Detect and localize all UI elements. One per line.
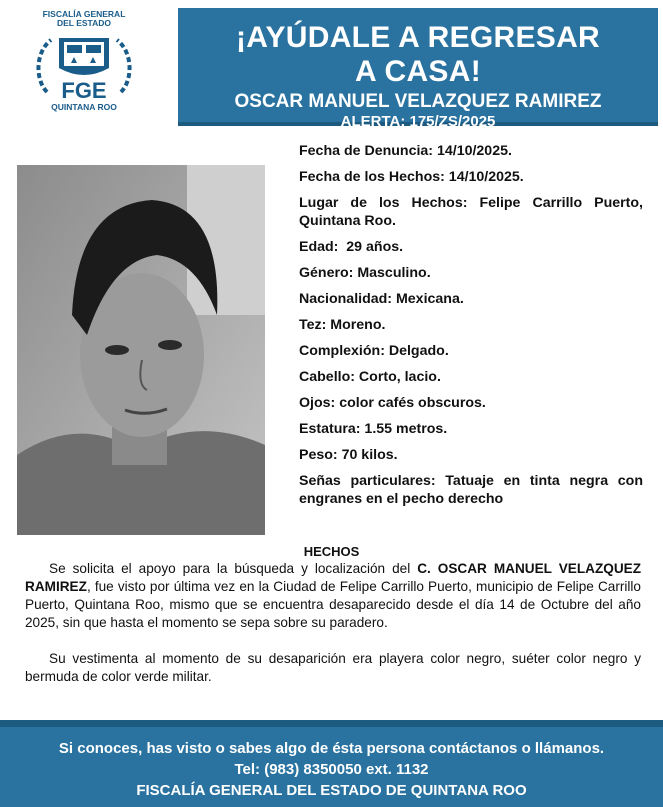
- field-estatura: Estatura: 1.55 metros.: [299, 421, 448, 437]
- fge-logo: [24, 8, 144, 118]
- field-complexion: Complexión: Delgado.: [299, 343, 449, 359]
- field-senas-particulares: Señas particulares: Tatuaje en tinta negra con engranes en el pecho derecho: [299, 473, 643, 507]
- hechos-heading: HECHOS: [303, 544, 360, 559]
- field-nacionalidad: Nacionalidad: Mexicana.: [299, 291, 464, 307]
- field-cabello: Cabello: Corto, lacio.: [299, 369, 441, 385]
- field-ojos: Ojos: color cafés obscuros.: [299, 395, 486, 411]
- person-portrait-icon: [17, 165, 265, 535]
- field-fecha-denuncia: Fecha de Denuncia: 14/10/2025.: [299, 143, 512, 159]
- field-edad: Edad: 29 años.: [299, 239, 404, 255]
- hechos-paragraph-2: Su vestimenta al momento de su desaparición era playera color negro, suéter color negro y bermuda de color verde militar.: [25, 651, 641, 684]
- logo-acronym: FGE: [61, 78, 107, 102]
- alert-number: ALERTA: 175/ZS/2025: [340, 113, 496, 130]
- footer-agency: FISCALÍA GENERAL DEL ESTADO DE QUINTANA ROO: [136, 782, 527, 799]
- footer-phone: Tel: (983) 8350050 ext. 1132: [234, 761, 429, 778]
- person-details: [299, 142, 643, 516]
- hechos-person-name: C. OSCAR MANUEL VELAZQUEZ RAMIREZ: [25, 561, 642, 594]
- footer-call-to-action: Si conoces, has visto o sabes algo de ésta persona contáctanos o llámanos.: [58, 740, 605, 757]
- field-peso: Peso: 70 kilos.: [299, 447, 398, 463]
- field-genero: Género: Masculino.: [299, 265, 431, 281]
- field-tez: Tez: Moreno.: [299, 317, 386, 333]
- title-line-2: A CASA!: [355, 55, 481, 88]
- contact-footer: [0, 720, 663, 807]
- page-title: [178, 21, 658, 89]
- state-seal-icon: [29, 30, 139, 102]
- hechos-p1-end: , fue visto por última vez en la Ciudad de Felipe Carrillo Puerto, municipio de Felipe Carrillo Puerto, Quintana Roo, mismo que se encuentra desaparecido desde el día 14 de Octubre del año 2025, sin que hasta el momento se sepa sobre su paradero.: [25, 579, 641, 630]
- hechos-p1-start: Se solicita el apoyo para la búsqueda y localización del: [49, 561, 418, 576]
- field-lugar-hechos: Lugar de los Hechos: Felipe Carrillo Puerto, Quintana Roo.: [299, 195, 643, 229]
- hechos-paragraph-1: [25, 560, 641, 632]
- logo-state: QUINTANA ROO: [51, 102, 117, 112]
- field-fecha-hechos: Fecha de los Hechos: 14/10/2025.: [299, 169, 524, 185]
- header-banner: [178, 8, 658, 130]
- title-line-1: ¡AYÚDALE A REGRESAR: [235, 21, 601, 54]
- person-photo: [17, 165, 265, 535]
- hechos-text: [25, 560, 641, 704]
- logo-top-text: FISCALÍA GENERAL DEL ESTADO: [42, 9, 126, 28]
- missing-person-name: OSCAR MANUEL VELAZQUEZ RAMIREZ: [234, 91, 602, 112]
